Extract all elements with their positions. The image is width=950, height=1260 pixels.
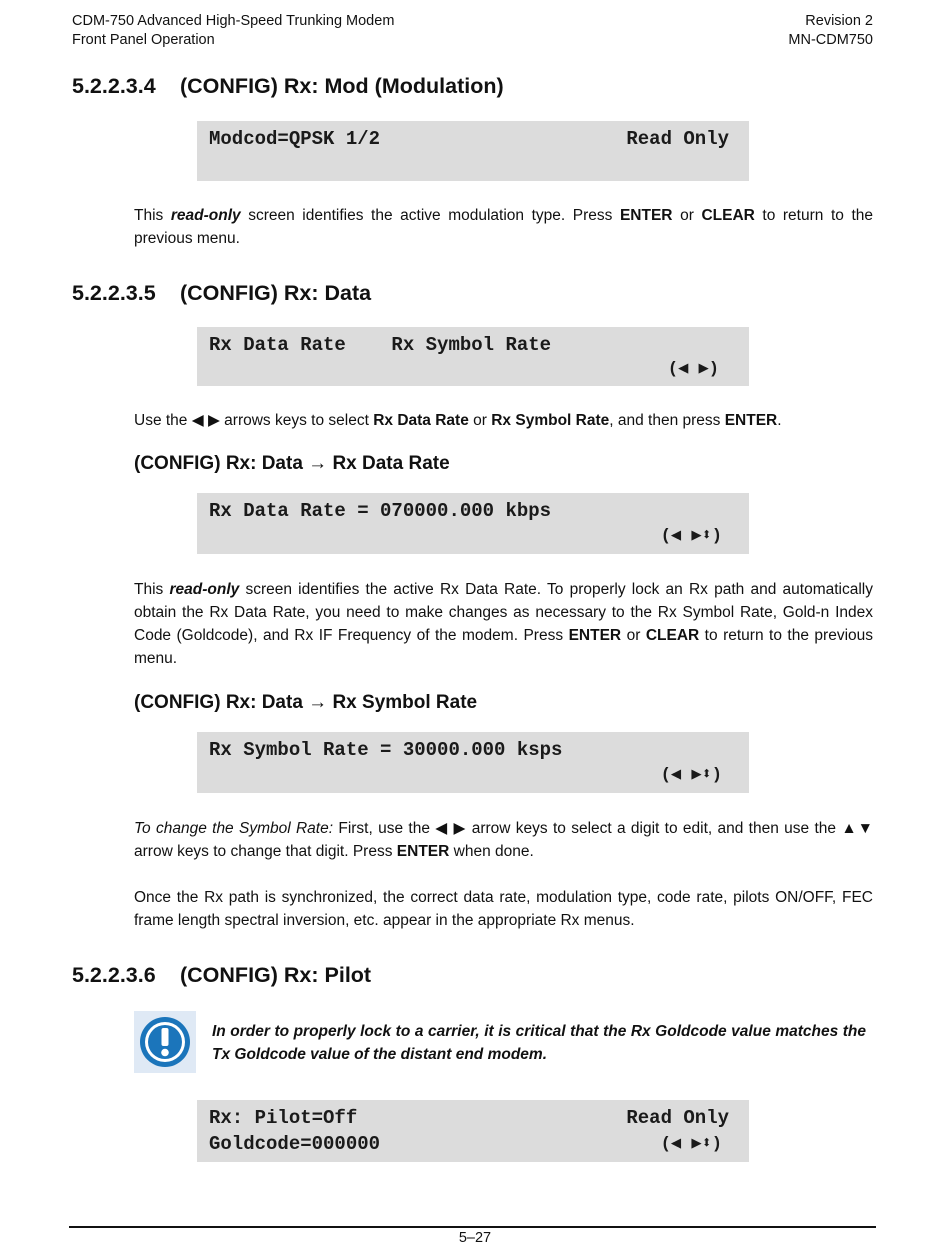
emphasis: read-only: [169, 581, 240, 598]
subsection-heading-symbol-rate: (CONFIG) Rx: Data → Rx Symbol Rate: [134, 692, 478, 713]
lcd-display-symbol-rate: [197, 732, 749, 793]
key-name: CLEAR: [701, 207, 755, 224]
lcd-arrows: (◀ ▶⬍): [660, 527, 722, 546]
lcd-display-pilot: [197, 1100, 749, 1162]
page-header-left: [72, 12, 394, 50]
note-text: In order to properly lock to a carrier, it is critical that the Rx Goldcode value matches the Tx Goldcode value of the distant end modem.: [212, 1023, 866, 1063]
lcd-line: Rx Symbol Rate = 30000.000 ksps: [209, 739, 563, 761]
paragraph-symbol-rate: [134, 817, 873, 863]
lcd-display-mod: [197, 121, 749, 181]
footer-rule: [69, 1226, 876, 1228]
doc-title: CDM-750 Advanced High-Speed Trunking Modem: [72, 13, 395, 29]
key-name: ENTER: [396, 843, 450, 860]
text: screen identifies the active modulation type. Press: [240, 207, 620, 224]
section-number: 5.2.2.3.6: [72, 963, 156, 987]
section-number: 5.2.2.3.4: [72, 74, 156, 98]
text: to return to the previous menu.: [134, 207, 873, 247]
note-icon-box: [134, 1011, 196, 1073]
text: , and then press: [609, 412, 725, 429]
doc-chapter: Front Panel Operation: [72, 32, 215, 48]
text: or: [672, 207, 702, 224]
lcd-line: Modcod=QPSK 1/2: [209, 128, 381, 150]
paragraph-sync: Once the Rx path is synchronized, the correct data rate, modulation type, code rate, pilots ON/OFF, FEC frame length spectral inversion, etc. appear in the appropriate Rx menus.: [134, 889, 873, 929]
section-title: (CONFIG) Rx: Mod (Modulation): [180, 74, 504, 98]
text: .: [777, 412, 782, 429]
section-number: 5.2.2.3.5: [72, 281, 156, 305]
key-name: ENTER: [568, 627, 622, 644]
subsection-heading-data-rate: (CONFIG) Rx: Data → Rx Data Rate: [134, 453, 450, 474]
text: This: [134, 207, 164, 224]
paragraph-mod: [134, 204, 873, 250]
section-title: (CONFIG) Rx: Data: [180, 281, 372, 305]
text: or: [468, 412, 492, 429]
lcd-line: Rx: Pilot=Off: [209, 1107, 358, 1129]
lcd-arrows: (◀ ▶): [667, 360, 719, 379]
text: Use the ◀ ▶ arrows keys to select: [134, 412, 374, 429]
lcd-line: Goldcode=000000: [209, 1133, 381, 1155]
section-heading-pilot: [72, 963, 371, 988]
doc-number: MN-CDM750: [788, 32, 873, 48]
key-name: CLEAR: [645, 627, 700, 644]
emphasis: read-only: [170, 207, 241, 224]
lcd-arrows: (◀ ▶⬍): [660, 766, 722, 785]
text: First, use the ◀ ▶ arrow keys to select a digit to edit, and then use the ▲▼ arrow keys to change that digit. Press: [134, 820, 874, 860]
lcd-line: Rx Data Rate Rx Symbol Rate: [209, 334, 552, 356]
exclamation-circle-icon: [137, 1014, 193, 1070]
lcd-line: Read Only: [626, 128, 729, 150]
section-title: (CONFIG) Rx: Pilot: [180, 963, 372, 987]
text: when done.: [449, 843, 534, 860]
section-heading-mod: [72, 74, 504, 99]
lcd-line: Read Only: [626, 1107, 729, 1129]
lcd-arrows: (◀ ▶⬍): [660, 1135, 722, 1154]
paragraph-data-rate: [134, 578, 873, 670]
lcd-display-data-rate: [197, 493, 749, 554]
page-number: 5–27: [458, 1230, 492, 1246]
menu-name: Rx Data Rate: [373, 412, 469, 429]
emphasis: To change the Symbol Rate:: [134, 820, 334, 837]
lcd-display-data: [197, 327, 749, 386]
text: screen identifies the active Rx Data Rate. To properly lock an Rx path and automatically obtain the Rx Data Rate, you need to make changes as necessary to the Rx Symbol Rate, Gold-n Index Code (Goldcode), and Rx IF Frequency of the modem. Press: [134, 581, 873, 644]
page-header-right: [788, 12, 873, 50]
text: This: [134, 581, 170, 598]
menu-name: Rx Symbol Rate: [491, 412, 610, 429]
section-heading-data: [72, 281, 371, 306]
lcd-line: Rx Data Rate = 070000.000 kbps: [209, 500, 552, 522]
key-name: ENTER: [724, 412, 778, 429]
text: or: [621, 627, 646, 644]
paragraph-data: [134, 409, 873, 432]
doc-revision: Revision 2: [805, 13, 873, 29]
key-name: ENTER: [619, 207, 673, 224]
text: to return to the previous menu.: [134, 627, 874, 667]
